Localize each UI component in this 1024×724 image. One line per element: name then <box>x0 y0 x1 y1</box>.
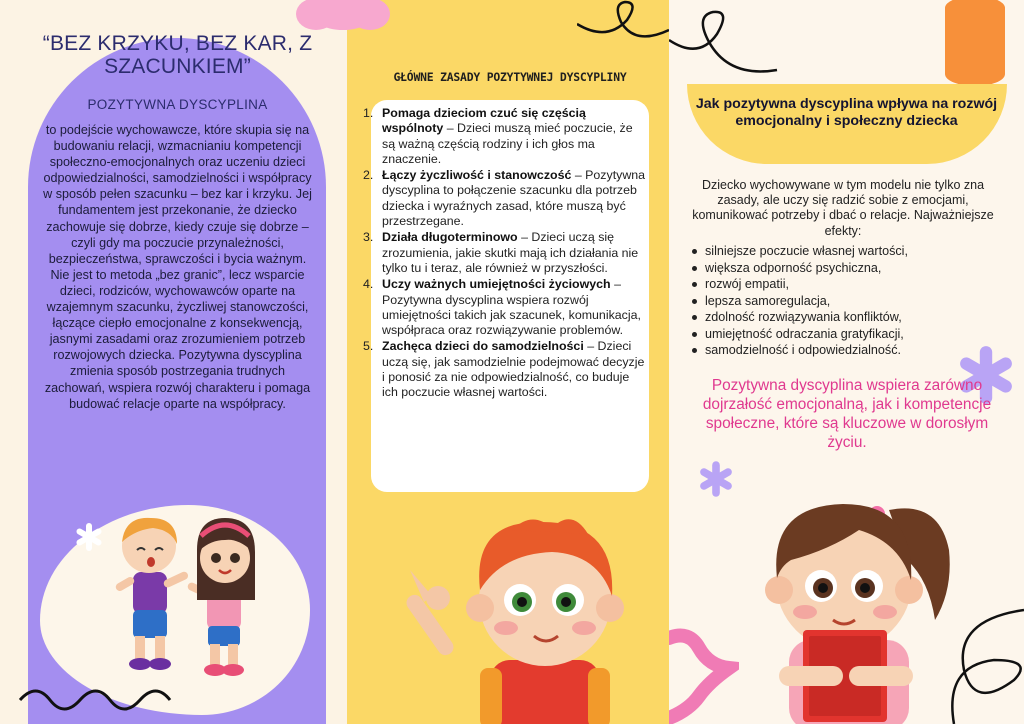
list-item: rozwój empatii, <box>705 276 1005 293</box>
effects-intro: Dziecko wychowywane w tym modelu nie tylko zna zasady, ale uczy się radzić sobie z emocjami, komunikować potrzeby i dbać o relacje. Najważniejsze efekty: <box>692 178 994 238</box>
asterisk-star-icon <box>74 522 104 552</box>
list-item: zdolność rozwiązywania konfliktów, <box>705 309 1005 326</box>
middle-panel <box>347 0 669 724</box>
loop-line-icon <box>577 0 669 50</box>
list-item: umiejętność odraczania gratyfikacji, <box>705 326 1005 343</box>
list-item: samodzielność i odpowiedzialność. <box>705 342 1005 359</box>
effects-title: Jak pozytywna dyscyplina wpływa na rozwój emocjonalny i społeczny dziecka <box>695 96 998 129</box>
girl-with-book-illustration <box>739 470 959 724</box>
loop-line-icon <box>669 0 779 90</box>
list-item: 2. Łączy życzliwość i stanowczość – Pozytywna dyscyplina to połączenie szacunku dla potrzeb dziecka i wyraźnych zasad, które muszą być przestrzegane. <box>363 168 646 229</box>
quote-title: “BEZ KRZYKU, BEZ KAR, Z SZACUNKIEM” <box>42 32 313 78</box>
pink-wave-icon <box>669 628 739 724</box>
asterisk-star-icon <box>697 460 735 498</box>
left-panel <box>0 0 347 724</box>
boy-girl-illustration <box>105 510 280 680</box>
right-panel <box>669 0 1024 724</box>
principles-list <box>363 106 647 402</box>
effects-list <box>705 243 1005 359</box>
section-subtitle: POZYTYWNA DYSCYPLINA <box>87 97 268 112</box>
list-item: silniejsze poczucie własnej wartości, <box>705 243 1005 260</box>
closing-statement: Pozytywna dyscyplina wspiera zarówno dojrzałość emocjonalną, jak i kompetencje społeczne, które są kluczowe w dorosłym życiu. <box>702 377 992 451</box>
principles-title: GŁÓWNE ZASADY POZYTYWNEJ DYSCYPLINY <box>393 70 627 84</box>
flower-icon <box>296 0 390 44</box>
list-item: 1. Pomaga dzieciom czuć się częścią wspólnoty – Dzieci muszą mieć poczucie, że są ważną częścią rodziny i ich głos ma znaczenie. <box>363 106 633 166</box>
list-item: 5. Zachęca dzieci do samodzielności – Dzieci uczą się, jak samodzielnie podejmować decyzje i ponosić za nie odpowiedzialność, co buduje ich poczucie własnej wartości. <box>363 339 645 400</box>
list-item: większa odporność psychiczna, <box>705 260 1005 277</box>
definition-text: to podejście wychowawcze, które skupia się na budowaniu relacji, wzmacnianiu kompetencji społeczno-emocjonalnych oraz uczeniu dzieci odpowiedzialności, samodzielności i współpracy w sposób pełen szacunku – bez kar i krzyku. Jej fundamentem jest przekonanie, że dziecko zachowuje się dobrze, kiedy czuje się dobrze – czyli gdy ma poczucie przynależności, bezpieczeństwa, sprawczości i bycia ważnym. Nie jest to metoda „bez granic”, lecz wsparcie dzieci, rodziców, wychowawców oparte na wzajemnym szacunku, życzliwej stanowczości, łączące ciepło emocjonalne z konsekwencją, jasnymi zasadami oraz zrozumieniem potrzeb rozwojowych dziecka. Pozytywna dyscyplina zmienia sposób postrzegania trudnych zachowań, wspiera rozwój charakteru i pomaga budować relacje oparte na współpracy. <box>43 123 312 411</box>
list-item: lepsza samoregulacja, <box>705 293 1005 310</box>
list-item: 4. Uczy ważnych umiejętności życiowych – Pozytywna dyscyplina wspiera rozwój umiejętności takich jak szacunek, komunikacja, współpraca oraz rozwiązywanie problemów. <box>363 277 641 338</box>
boy-pointing-illustration <box>402 500 632 724</box>
squiggle-line-icon <box>18 680 178 720</box>
list-item: 3. Działa długoterminowo – Dzieci uczą się zrozumienia, jakie skutki mają ich działania nie tylko tu i teraz, ale również w przyszłości. <box>363 230 639 275</box>
